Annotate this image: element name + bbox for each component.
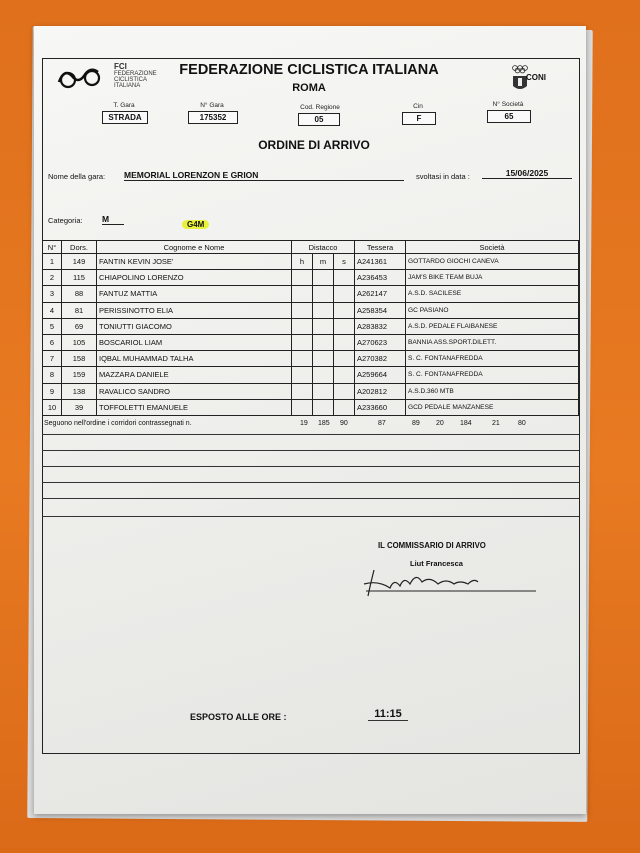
table-row: [43, 254, 579, 270]
row-rider-name: CHIAPOLINO LORENZO: [97, 270, 292, 286]
race-name-value: MEMORIAL LORENZON E GRION: [124, 170, 404, 181]
cod-regione-label: Cod. Regione: [300, 104, 340, 111]
table-row: [43, 383, 579, 399]
row-position: 8: [43, 367, 62, 383]
col-n: N°: [43, 241, 62, 254]
row-distacco-s: [334, 318, 355, 334]
seguono-number: 20: [436, 420, 444, 427]
row-bib: 39: [62, 399, 97, 415]
fci-line-1: FEDERAZIONE: [114, 71, 157, 77]
row-distacco-h: [292, 351, 313, 367]
row-distacco-h: [292, 302, 313, 318]
rule-line: [42, 450, 579, 451]
row-distacco-s: [334, 270, 355, 286]
page-heading: ORDINE DI ARRIVO: [258, 138, 370, 152]
row-distacco-s: [334, 351, 355, 367]
seguono-number: 89: [412, 420, 420, 427]
row-team: S. C. FONTANAFREDDA: [406, 351, 579, 367]
row-position: 3: [43, 286, 62, 302]
row-distacco-s: [334, 367, 355, 383]
n-gara-label: N° Gara: [200, 102, 224, 109]
race-date-value: 15/06/2025: [482, 168, 572, 179]
row-distacco-h: [292, 334, 313, 350]
seguono-number: 185: [318, 420, 330, 427]
race-date-label: svoltasi in data :: [416, 172, 470, 181]
row-distacco-m: [313, 383, 334, 399]
category-label: Categoria:: [48, 216, 83, 225]
col-dors: Dors.: [62, 241, 97, 254]
row-license: A283832: [355, 318, 406, 334]
table-row: [43, 318, 579, 334]
row-team: S. C. FONTANAFREDDA: [406, 367, 579, 383]
row-distacco-m: [313, 334, 334, 350]
rule-line: [42, 466, 579, 467]
commissario-name: Liut Francesca: [410, 559, 463, 568]
fci-logo-icon: [56, 62, 110, 92]
n-societa-value: 65: [487, 110, 531, 123]
row-distacco-h: [292, 367, 313, 383]
row-distacco-h: [292, 318, 313, 334]
federation-city: ROMA: [292, 82, 326, 94]
row-rider-name: RAVALICO SANDRO: [97, 383, 292, 399]
row-license: A202812: [355, 383, 406, 399]
row-distacco-h: [292, 286, 313, 302]
t-gara-label: T. Gara: [113, 102, 135, 109]
row-license: A241361: [355, 254, 406, 270]
table-row: [43, 367, 579, 383]
rule-line: [42, 482, 579, 483]
row-license: A233660: [355, 399, 406, 415]
row-bib: 158: [62, 351, 97, 367]
row-distacco-h: h: [292, 254, 313, 270]
row-rider-name: TOFFOLETTI EMANUELE: [97, 399, 292, 415]
row-bib: 159: [62, 367, 97, 383]
esposto-time: 11:15: [368, 708, 408, 721]
seguono-row: [42, 418, 579, 432]
row-position: 7: [43, 351, 62, 367]
row-rider-name: TONIUTTI GIACOMO: [97, 318, 292, 334]
fci-short: FCI: [114, 62, 127, 71]
row-license: A270382: [355, 351, 406, 367]
seguono-label: Seguono nell'ordine i corridori contrassegnati n.: [44, 420, 192, 427]
row-team: A.S.D. SACILESE: [406, 286, 579, 302]
row-rider-name: FANTUZ MATTIA: [97, 286, 292, 302]
rule-line: [42, 516, 579, 517]
table-row: [43, 270, 579, 286]
row-distacco-s: [334, 302, 355, 318]
row-team: GOTTARDO GIOCHI CANEVA: [406, 254, 579, 270]
cin-value: F: [402, 112, 436, 125]
results-sheet: [34, 26, 586, 814]
n-societa-label: N° Società: [492, 101, 524, 108]
row-team: A.S.D.360 MTB: [406, 383, 579, 399]
table-row: [43, 351, 579, 367]
results-table: [42, 240, 579, 416]
col-name: Cognome e Nome: [97, 241, 292, 254]
row-bib: 105: [62, 334, 97, 350]
signature-icon: [360, 566, 540, 600]
row-distacco-h: [292, 270, 313, 286]
row-bib: 115: [62, 270, 97, 286]
seguono-number: 21: [492, 420, 500, 427]
row-distacco-s: [334, 383, 355, 399]
row-license: A259664: [355, 367, 406, 383]
row-license: A258354: [355, 302, 406, 318]
row-bib: 69: [62, 318, 97, 334]
rule-line: [42, 434, 579, 435]
col-tessera: Tessera: [355, 241, 406, 254]
row-team: A.S.D. PEDALE FLAIBANESE: [406, 318, 579, 334]
col-distacco: Distacco: [292, 241, 355, 254]
table-row: [43, 334, 579, 350]
row-license: A262147: [355, 286, 406, 302]
row-team: BANNIA ASS.SPORT.DILETT.: [406, 334, 579, 350]
row-bib: 149: [62, 254, 97, 270]
row-team: JAM'S BIKE TEAM BUJA: [406, 270, 579, 286]
row-distacco-m: [313, 286, 334, 302]
cod-regione-value: 05: [298, 113, 340, 126]
row-position: 6: [43, 334, 62, 350]
rule-line: [42, 498, 579, 499]
col-societa: Società: [406, 241, 579, 254]
row-bib: 138: [62, 383, 97, 399]
row-position: 9: [43, 383, 62, 399]
row-distacco-s: [334, 399, 355, 415]
row-distacco-h: [292, 399, 313, 415]
category-value: M: [102, 214, 124, 225]
row-position: 1: [43, 254, 62, 270]
row-distacco-m: m: [313, 254, 334, 270]
federation-title: FEDERAZIONE CICLISTICA ITALIANA: [179, 62, 439, 78]
row-team: GC PASIANO: [406, 302, 579, 318]
row-distacco-s: s: [334, 254, 355, 270]
seguono-number: 87: [378, 420, 386, 427]
row-distacco-m: [313, 367, 334, 383]
row-distacco-s: [334, 334, 355, 350]
seguono-number: 80: [518, 420, 526, 427]
row-distacco-s: [334, 286, 355, 302]
n-gara-value: 175352: [188, 111, 238, 124]
category-handwritten: [182, 214, 209, 232]
row-distacco-m: [313, 351, 334, 367]
fci-line-2: CICLISTICA: [114, 77, 148, 83]
row-license: A270623: [355, 334, 406, 350]
fci-line-3: ITALIANA: [114, 83, 141, 89]
table-row: [43, 399, 579, 415]
commissario-title: IL COMMISSARIO DI ARRIVO: [378, 541, 486, 550]
t-gara-value: STRADA: [102, 111, 148, 124]
seguono-number: 90: [340, 420, 348, 427]
row-distacco-m: [313, 302, 334, 318]
row-rider-name: PERISSINOTTO ELIA: [97, 302, 292, 318]
row-position: 4: [43, 302, 62, 318]
row-rider-name: IQBAL MUHAMMAD TALHA: [97, 351, 292, 367]
row-team: GCD PEDALE MANZANESE: [406, 399, 579, 415]
row-bib: 88: [62, 286, 97, 302]
row-bib: 81: [62, 302, 97, 318]
row-distacco-m: [313, 270, 334, 286]
esposto-label: ESPOSTO ALLE ORE :: [190, 712, 287, 722]
row-position: 2: [43, 270, 62, 286]
row-position: 10: [43, 399, 62, 415]
seguono-number: 19: [300, 420, 308, 427]
row-license: A236453: [355, 270, 406, 286]
row-position: 5: [43, 318, 62, 334]
category-highlight: G4M: [182, 220, 209, 229]
row-distacco-m: [313, 318, 334, 334]
row-rider-name: MAZZARA DANIELE: [97, 367, 292, 383]
table-row: [43, 302, 579, 318]
cin-label: Cin: [413, 103, 423, 110]
row-distacco-m: [313, 399, 334, 415]
row-distacco-h: [292, 383, 313, 399]
table-row: [43, 286, 579, 302]
table-header-row: [43, 241, 579, 254]
seguono-number: 184: [460, 420, 472, 427]
race-name-label: Nome della gara:: [48, 172, 106, 181]
row-rider-name: FANTIN KEVIN JOSE': [97, 254, 292, 270]
fci-logo-text: [114, 64, 162, 89]
coni-label: CONI: [526, 73, 546, 82]
row-rider-name: BOSCARIOL LIAM: [97, 334, 292, 350]
